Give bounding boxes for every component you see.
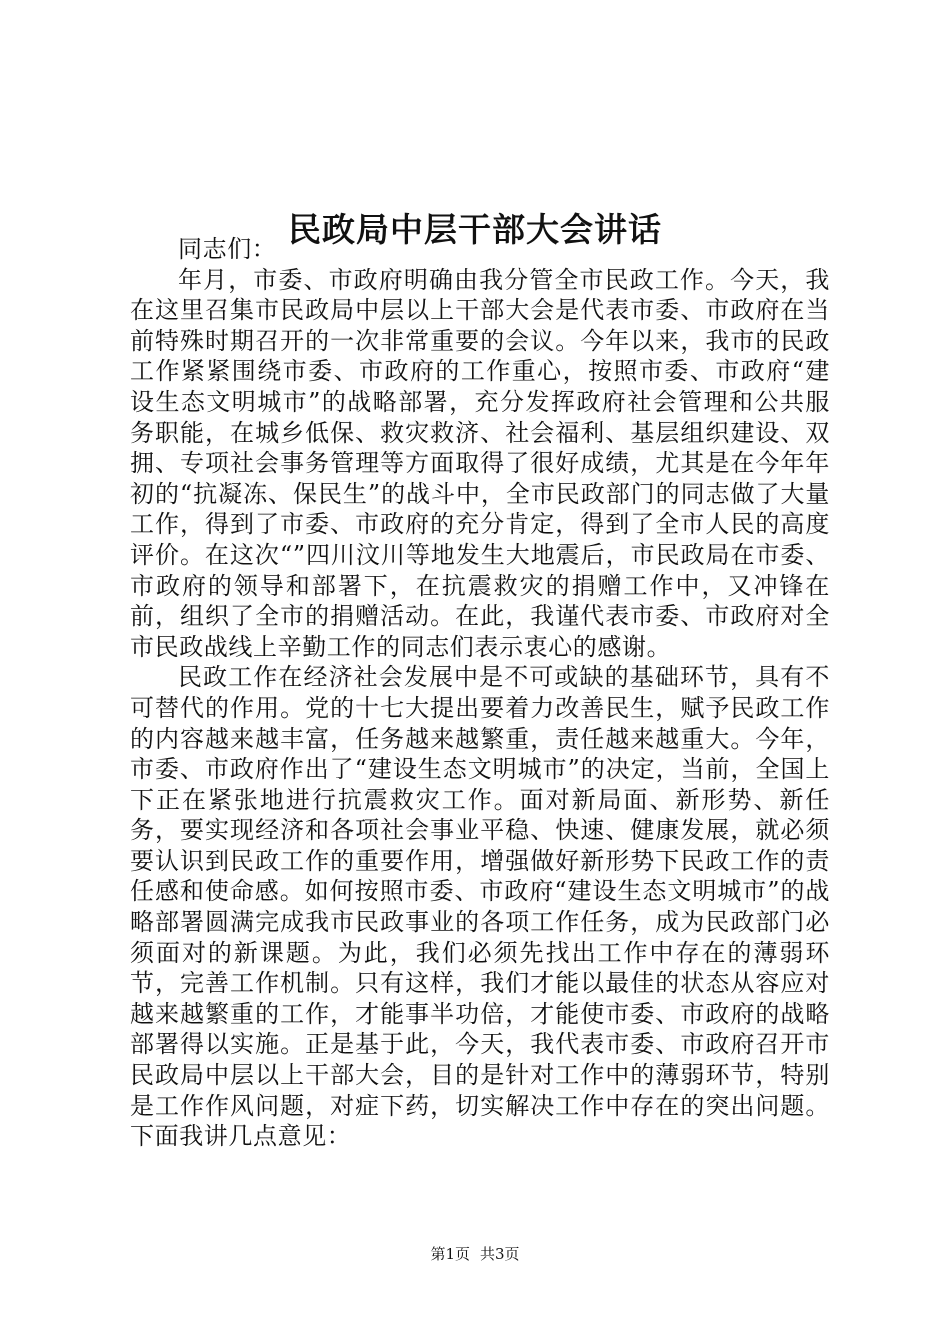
page-title: 民政局中层干部大会讲话 [288, 210, 662, 250]
salutation: 同志们： [178, 235, 277, 263]
page-number: 第1页 [430, 1245, 470, 1263]
page-footer [0, 1244, 950, 1264]
document-body [130, 234, 830, 1152]
paragraph: 民政工作在经济社会发展中是不可或缺的基础环节，具有不可替代的作用。党的十七大提出要着力改善民生，赋予民政工作的内容越来越丰富，任务越来越繁重，责任越来越重大。今年，市委、市政府作出了“建设生态文明城市”的决定，当前，全国上下正在紧张地进行抗震救灾工作。面对新局面、新形势、新任务，要实现经济和各项社会事业平稳、快速、健康发展，就必须要认识到民政工作的重要作用，增强做好新形势下民政工作的责任感和使命感。如何按照市委、市政府“建设生态文明城市”的战略部署圆满完成我市民政事业的各项工作任务，成为民政部门必须面对的新课题。为此，我们必须先找出工作中存在的薄弱环节，完善工作机制。只有这样，我们才能以最佳的状态从容应对越来越繁重的工作，才能事半功倍，才能使市委、市政府的战略部署得以实施。正是基于此，今天，我代表市委、市政府召开市民政局中层以上干部大会，目的是针对工作中的薄弱环节，特别是工作作风问题，对症下药，切实解决工作中存在的突出问题。下面我讲几点意见： [130, 663, 830, 1151]
paragraph: 年月，市委、市政府明确由我分管全市民政工作。今天，我在这里召集市民政局中层以上干部大会是代表市委、市政府在当前特殊时期召开的一次非常重要的会议。今年以来，我市的民政工作紧紧围绕市委、市政府的工作重心，按照市委、市政府“建设生态文明城市”的战略部署，充分发挥政府社会管理和公共服务职能，在城乡低保、救灾救济、社会福利、基层组织建设、双拥、专项社会事务管理等方面取得了很好成绩，尤其是在今年年初的“抗凝冻、保民生”的战斗中，全市民政部门的同志做了大量工作，得到了市委、市政府的充分肯定，得到了全市人民的高度评价。在这次“”四川汶川等地发生大地震后，市民政局在市委、市政府的领导和部署下，在抗震救灾的捐赠工作中，又冲锋在前，组织了全市的捐赠活动。在此，我谨代表市委、市政府对全市民政战线上辛勤工作的同志们表示衷心的感谢。 [130, 265, 830, 661]
page-total: 共3页 [480, 1245, 520, 1263]
